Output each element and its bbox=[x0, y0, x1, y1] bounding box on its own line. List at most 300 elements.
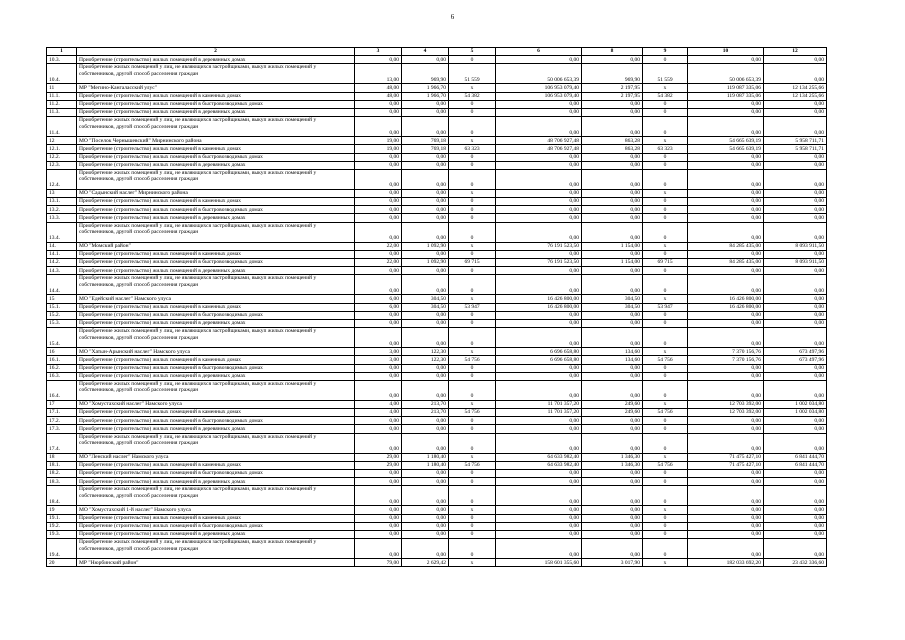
col5-cell: 0 bbox=[449, 372, 496, 380]
col4-cell: 0,00 bbox=[402, 206, 449, 214]
col3-cell: 0,00 bbox=[355, 425, 402, 433]
col6-cell: 0,00 bbox=[496, 478, 582, 486]
col10-cell: 0,00 bbox=[688, 372, 764, 380]
col3-cell: 0,00 bbox=[355, 117, 402, 137]
col8-cell: 0,00 bbox=[582, 319, 643, 327]
col3-cell: 0,00 bbox=[355, 506, 402, 514]
col12-cell: 0,00 bbox=[764, 303, 827, 311]
col10-cell: 0,00 bbox=[688, 539, 764, 559]
col10-cell: 119 087 335,06 bbox=[688, 92, 764, 100]
row-number-cell: 20 bbox=[47, 559, 77, 567]
col9-cell: 0 bbox=[643, 425, 688, 433]
col8-cell: 3 017,90 bbox=[582, 559, 643, 567]
col5-cell: x bbox=[449, 453, 496, 461]
col8-cell: 1 346,30 bbox=[582, 453, 643, 461]
col9-cell: 0 bbox=[643, 169, 688, 189]
col5-cell: x bbox=[449, 348, 496, 356]
row-number-cell: 11.4. bbox=[47, 117, 77, 137]
row-number-cell: 14. bbox=[47, 242, 77, 250]
col6-cell: 0,00 bbox=[496, 514, 582, 522]
row-name-cell: Приобретение (строительство) жилых помещений в быстровозводимых домах bbox=[77, 522, 355, 530]
col4-cell: 0,00 bbox=[402, 478, 449, 486]
col5-cell: 0 bbox=[449, 364, 496, 372]
col5-cell: 0 bbox=[449, 117, 496, 137]
col5-cell: 0 bbox=[449, 380, 496, 400]
col12-cell: 0,00 bbox=[764, 486, 827, 506]
col3-cell: 0,00 bbox=[355, 380, 402, 400]
col4-cell: 0,00 bbox=[402, 56, 449, 64]
col10-cell: 0,00 bbox=[688, 161, 764, 169]
col10-cell: 0,00 bbox=[688, 56, 764, 64]
row-number-cell: 13.1. bbox=[47, 198, 77, 206]
col6-cell: 0,00 bbox=[496, 100, 582, 108]
col4-cell: 0,00 bbox=[402, 380, 449, 400]
col9-cell: 0 bbox=[643, 275, 688, 295]
col8-cell: 2 197,95 bbox=[582, 92, 643, 100]
col9-cell: 0 bbox=[643, 380, 688, 400]
col8-cell: 0,00 bbox=[582, 539, 643, 559]
col8-cell: 304,50 bbox=[582, 295, 643, 303]
table-row bbox=[47, 267, 827, 275]
col10-cell: 0,00 bbox=[688, 206, 764, 214]
col8-cell: 0,00 bbox=[582, 108, 643, 116]
col12-cell: 0,00 bbox=[764, 311, 827, 319]
col4-cell: 0,00 bbox=[402, 169, 449, 189]
col4-cell: 0,00 bbox=[402, 267, 449, 275]
col5-cell: x bbox=[449, 84, 496, 92]
table-row bbox=[47, 137, 827, 145]
col8-cell: 249,60 bbox=[582, 409, 643, 417]
col3-cell: 0,00 bbox=[355, 319, 402, 327]
row-number-cell: 15.3. bbox=[47, 319, 77, 327]
col3-cell: 0,00 bbox=[355, 522, 402, 530]
col10-cell: 16 426 800,00 bbox=[688, 303, 764, 311]
col4-cell: 0,00 bbox=[402, 222, 449, 242]
col10-cell: 12 703 392,00 bbox=[688, 409, 764, 417]
col8-cell: 0,00 bbox=[582, 214, 643, 222]
row-name-cell: Приобретение (строительство) жилых помещений в каменных домах bbox=[77, 250, 355, 258]
col4-cell: 0,00 bbox=[402, 514, 449, 522]
table-row bbox=[47, 189, 827, 197]
col10-cell: 50 006 653,39 bbox=[688, 64, 764, 84]
col10-cell: 0,00 bbox=[688, 470, 764, 478]
col10-cell: 0,00 bbox=[688, 514, 764, 522]
col10-cell: 0,00 bbox=[688, 311, 764, 319]
row-number-cell: 12.2. bbox=[47, 153, 77, 161]
row-number-cell: 18.4. bbox=[47, 486, 77, 506]
col3-cell: 0,00 bbox=[355, 222, 402, 242]
col10-cell: 0,00 bbox=[688, 506, 764, 514]
col10-cell: 0,00 bbox=[688, 108, 764, 116]
col3-cell: 0,00 bbox=[355, 153, 402, 161]
col9-cell: x bbox=[643, 84, 688, 92]
col4-cell: 0,00 bbox=[402, 417, 449, 425]
row-name-cell: Приобретение жилых помещений у лиц, не являющихся застройщиками, выкуп жилых помещений у собственников, другой способ расселения граждан bbox=[77, 222, 355, 242]
row-name-cell: Приобретение (строительство) жилых помещений в каменных домах bbox=[77, 92, 355, 100]
col3-cell: 22,00 bbox=[355, 242, 402, 250]
col9-cell: x bbox=[643, 453, 688, 461]
col6-cell: 0,00 bbox=[496, 222, 582, 242]
col8-cell: 2 197,95 bbox=[582, 84, 643, 92]
col4-cell: 0,00 bbox=[402, 275, 449, 295]
col12-cell: 5 958 711,71 bbox=[764, 145, 827, 153]
col4-cell: 1 180,40 bbox=[402, 453, 449, 461]
col4-cell: 1 966,70 bbox=[402, 92, 449, 100]
col3-cell: 19,00 bbox=[355, 145, 402, 153]
col3-cell: 48,00 bbox=[355, 92, 402, 100]
col9-cell: 63 323 bbox=[643, 145, 688, 153]
col9-cell: 0 bbox=[643, 214, 688, 222]
row-number-cell: 12.1. bbox=[47, 145, 77, 153]
table-row bbox=[47, 522, 827, 530]
col9-cell: 0 bbox=[643, 311, 688, 319]
col9-cell: 0 bbox=[643, 478, 688, 486]
header-cell: 5 bbox=[449, 48, 496, 56]
col8-cell: 249,60 bbox=[582, 400, 643, 408]
col12-cell: 0,00 bbox=[764, 364, 827, 372]
header-cell: 10 bbox=[688, 48, 764, 56]
col3-cell: 6,00 bbox=[355, 295, 402, 303]
col10-cell: 12 703 392,00 bbox=[688, 400, 764, 408]
row-name-cell: Приобретение (строительство) жилых помещений в каменных домах bbox=[77, 514, 355, 522]
col10-cell: 0,00 bbox=[688, 169, 764, 189]
col8-cell: 0,00 bbox=[582, 222, 643, 242]
col9-cell: 53 947 bbox=[643, 303, 688, 311]
table-row bbox=[47, 198, 827, 206]
table-row bbox=[47, 92, 827, 100]
col6-cell: 0,00 bbox=[496, 470, 582, 478]
col5-cell: 0 bbox=[449, 214, 496, 222]
row-number-cell: 19.3. bbox=[47, 530, 77, 538]
col10-cell: 0,00 bbox=[688, 364, 764, 372]
col8-cell: 0,00 bbox=[582, 380, 643, 400]
table-row bbox=[47, 275, 827, 295]
row-name-cell: Приобретение (строительство) жилых помещений в деревянных домах bbox=[77, 425, 355, 433]
col5-cell: 0 bbox=[449, 311, 496, 319]
row-number-cell: 11.1. bbox=[47, 92, 77, 100]
col6-cell: 0,00 bbox=[496, 433, 582, 453]
col5-cell: 0 bbox=[449, 514, 496, 522]
col5-cell: 0 bbox=[449, 470, 496, 478]
row-name-cell: Приобретение (строительство) жилых помещений в деревянных домах bbox=[77, 108, 355, 116]
col10-cell: 0,00 bbox=[688, 250, 764, 258]
col4-cell: 0,00 bbox=[402, 117, 449, 137]
header-cell: 1 bbox=[47, 48, 77, 56]
table-row bbox=[47, 530, 827, 538]
col10-cell: 7 370 156,76 bbox=[688, 356, 764, 364]
col12-cell: 0,00 bbox=[764, 108, 827, 116]
col4-cell: 0,00 bbox=[402, 153, 449, 161]
col12-cell: 8 093 911,50 bbox=[764, 259, 827, 267]
col4-cell: 213,70 bbox=[402, 409, 449, 417]
col5-cell: 0 bbox=[449, 539, 496, 559]
col4-cell: 0,00 bbox=[402, 328, 449, 348]
table-row bbox=[47, 372, 827, 380]
row-number-cell: 11 bbox=[47, 84, 77, 92]
col8-cell: 0,00 bbox=[582, 198, 643, 206]
row-number-cell: 17.1. bbox=[47, 409, 77, 417]
col12-cell: 0,00 bbox=[764, 522, 827, 530]
col8-cell: 304,50 bbox=[582, 303, 643, 311]
header-cell: 3 bbox=[355, 48, 402, 56]
col6-cell: 0,00 bbox=[496, 506, 582, 514]
col3-cell: 6,00 bbox=[355, 303, 402, 311]
row-name-cell: МО "Хомустахский 1-й наслег" Намского улуса bbox=[77, 506, 355, 514]
col6-cell: 0,00 bbox=[496, 425, 582, 433]
col4-cell: 304,50 bbox=[402, 295, 449, 303]
col5-cell: 0 bbox=[449, 267, 496, 275]
col10-cell: 0,00 bbox=[688, 380, 764, 400]
row-number-cell: 14.2. bbox=[47, 259, 77, 267]
col6-cell: 0,00 bbox=[496, 56, 582, 64]
col3-cell: 0,00 bbox=[355, 478, 402, 486]
col4-cell: 2 629,42 bbox=[402, 559, 449, 567]
row-name-cell: Приобретение (строительство) жилых помещений в деревянных домах bbox=[77, 319, 355, 327]
col12-cell: 0,00 bbox=[764, 198, 827, 206]
col9-cell: 0 bbox=[643, 267, 688, 275]
col12-cell: 0,00 bbox=[764, 161, 827, 169]
col5-cell: 63 323 bbox=[449, 145, 496, 153]
col12-cell: 0,00 bbox=[764, 275, 827, 295]
col10-cell: 119 087 335,06 bbox=[688, 84, 764, 92]
col10-cell: 0,00 bbox=[688, 222, 764, 242]
col3-cell: 48,00 bbox=[355, 84, 402, 92]
row-number-cell: 13.3. bbox=[47, 214, 77, 222]
col3-cell: 3,00 bbox=[355, 348, 402, 356]
row-number-cell: 10.4. bbox=[47, 64, 77, 84]
col5-cell: 0 bbox=[449, 486, 496, 506]
col3-cell: 0,00 bbox=[355, 198, 402, 206]
col6-cell: 0,00 bbox=[496, 117, 582, 137]
col3-cell: 0,00 bbox=[355, 417, 402, 425]
col10-cell: 54 665 639,19 bbox=[688, 137, 764, 145]
col8-cell: 134,60 bbox=[582, 348, 643, 356]
col10-cell: 0,00 bbox=[688, 319, 764, 327]
col8-cell: 1 154,00 bbox=[582, 242, 643, 250]
col3-cell: 0,00 bbox=[355, 267, 402, 275]
col4-cell: 0,00 bbox=[402, 522, 449, 530]
table-row bbox=[47, 206, 827, 214]
col8-cell: 0,00 bbox=[582, 169, 643, 189]
col10-cell: 71 475 427,10 bbox=[688, 461, 764, 469]
col12-cell: 0,00 bbox=[764, 372, 827, 380]
col8-cell: 0,00 bbox=[582, 425, 643, 433]
col4-cell: 0,00 bbox=[402, 539, 449, 559]
row-name-cell: Приобретение (строительство) жилых помещений в быстровозводимых домах bbox=[77, 259, 355, 267]
table-row bbox=[47, 461, 827, 469]
col3-cell: 0,00 bbox=[355, 108, 402, 116]
table-row bbox=[47, 356, 827, 364]
col6-cell: 0,00 bbox=[496, 417, 582, 425]
col8-cell: 0,00 bbox=[582, 250, 643, 258]
col12-cell: 0,00 bbox=[764, 478, 827, 486]
col5-cell: 0 bbox=[449, 108, 496, 116]
col9-cell: x bbox=[643, 559, 688, 567]
header-cell: 9 bbox=[643, 48, 688, 56]
col12-cell: 0,00 bbox=[764, 417, 827, 425]
row-number-cell: 11.3. bbox=[47, 108, 77, 116]
row-name-cell: Приобретение (строительство) жилых помещений в каменных домах bbox=[77, 461, 355, 469]
col9-cell: x bbox=[643, 242, 688, 250]
col4-cell: 0,00 bbox=[402, 100, 449, 108]
table-row bbox=[47, 559, 827, 567]
col10-cell: 54 665 639,19 bbox=[688, 145, 764, 153]
col12-cell: 0,00 bbox=[764, 328, 827, 348]
col4-cell: 0,00 bbox=[402, 319, 449, 327]
row-name-cell: Приобретение (строительство) жилых помещений в быстровозводимых домах bbox=[77, 206, 355, 214]
col8-cell: 1 346,30 bbox=[582, 461, 643, 469]
col6-cell: 48 706 927,48 bbox=[496, 137, 582, 145]
col5-cell: 0 bbox=[449, 433, 496, 453]
col4-cell: 122,30 bbox=[402, 356, 449, 364]
col12-cell: 8 093 911,50 bbox=[764, 242, 827, 250]
row-name-cell: Приобретение (строительство) жилых помещений в деревянных домах bbox=[77, 267, 355, 275]
row-name-cell: Приобретение (строительство) жилых помещений в каменных домах bbox=[77, 409, 355, 417]
table-row bbox=[47, 319, 827, 327]
col6-cell: 0,00 bbox=[496, 108, 582, 116]
col8-cell: 0,00 bbox=[582, 478, 643, 486]
col6-cell: 0,00 bbox=[496, 214, 582, 222]
row-number-cell: 13.4. bbox=[47, 222, 77, 242]
col3-cell: 0,00 bbox=[355, 250, 402, 258]
col4-cell: 769,18 bbox=[402, 145, 449, 153]
col9-cell: 0 bbox=[643, 417, 688, 425]
col8-cell: 0,00 bbox=[582, 275, 643, 295]
col3-cell: 0,00 bbox=[355, 311, 402, 319]
col12-cell: 0,00 bbox=[764, 206, 827, 214]
col9-cell: 0 bbox=[643, 539, 688, 559]
col3-cell: 29,00 bbox=[355, 461, 402, 469]
table-row bbox=[47, 453, 827, 461]
row-name-cell: Приобретение (строительство) жилых помещений в каменных домах bbox=[77, 303, 355, 311]
col8-cell: 0,00 bbox=[582, 56, 643, 64]
col3-cell: 19,00 bbox=[355, 137, 402, 145]
col9-cell: 54 756 bbox=[643, 356, 688, 364]
row-name-cell: Приобретение (строительство) жилых помещений в деревянных домах bbox=[77, 530, 355, 538]
col8-cell: 0,00 bbox=[582, 506, 643, 514]
col9-cell: 0 bbox=[643, 372, 688, 380]
col3-cell: 0,00 bbox=[355, 372, 402, 380]
col4-cell: 1 966,70 bbox=[402, 84, 449, 92]
row-name-cell: Приобретение жилых помещений у лиц, не являющихся застройщиками, выкуп жилых помещений у собственников, другой способ расселения граждан bbox=[77, 169, 355, 189]
col5-cell: 0 bbox=[449, 250, 496, 258]
col10-cell: 0,00 bbox=[688, 486, 764, 506]
col6-cell: 64 633 982,40 bbox=[496, 453, 582, 461]
col5-cell: 0 bbox=[449, 56, 496, 64]
col5-cell: 54 756 bbox=[449, 356, 496, 364]
col10-cell: 0,00 bbox=[688, 433, 764, 453]
col6-cell: 0,00 bbox=[496, 311, 582, 319]
col12-cell: 0,00 bbox=[764, 433, 827, 453]
col8-cell: 0,00 bbox=[582, 514, 643, 522]
col12-cell: 0,00 bbox=[764, 153, 827, 161]
col8-cell: 0,00 bbox=[582, 189, 643, 197]
col3-cell: 22,00 bbox=[355, 259, 402, 267]
col12-cell: 0,00 bbox=[764, 64, 827, 84]
table-row bbox=[47, 400, 827, 408]
col9-cell: 0 bbox=[643, 470, 688, 478]
col12-cell: 0,00 bbox=[764, 539, 827, 559]
col5-cell: x bbox=[449, 242, 496, 250]
col6-cell: 0,00 bbox=[496, 486, 582, 506]
col6-cell: 0,00 bbox=[496, 522, 582, 530]
row-name-cell: Приобретение (строительство) жилых помещений в быстровозводимых домах bbox=[77, 153, 355, 161]
col3-cell: 0,00 bbox=[355, 514, 402, 522]
col10-cell: 16 426 800,00 bbox=[688, 295, 764, 303]
col10-cell: 0,00 bbox=[688, 153, 764, 161]
row-number-cell: 18 bbox=[47, 453, 77, 461]
col6-cell: 106 953 079,40 bbox=[496, 92, 582, 100]
col4-cell: 1 092,90 bbox=[402, 242, 449, 250]
col12-cell: 0,00 bbox=[764, 100, 827, 108]
table-row bbox=[47, 364, 827, 372]
row-name-cell: МО "Едейский наслег" Намского улуса bbox=[77, 295, 355, 303]
col5-cell: 0 bbox=[449, 425, 496, 433]
col9-cell: 0 bbox=[643, 153, 688, 161]
col4-cell: 0,00 bbox=[402, 470, 449, 478]
row-name-cell: Приобретение жилых помещений у лиц, не являющихся застройщиками, выкуп жилых помещений у собственников, другой способ расселения граждан bbox=[77, 64, 355, 84]
col6-cell: 64 633 982,40 bbox=[496, 461, 582, 469]
col9-cell: x bbox=[643, 506, 688, 514]
col3-cell: 0,00 bbox=[355, 433, 402, 453]
col9-cell: x bbox=[643, 295, 688, 303]
col8-cell: 0,00 bbox=[582, 372, 643, 380]
col6-cell: 0,00 bbox=[496, 380, 582, 400]
col5-cell: 51 559 bbox=[449, 64, 496, 84]
col3-cell: 0,00 bbox=[355, 206, 402, 214]
col10-cell: 84 285 435,00 bbox=[688, 242, 764, 250]
col10-cell: 0,00 bbox=[688, 478, 764, 486]
row-number-cell: 13 bbox=[47, 189, 77, 197]
col12-cell: 0,00 bbox=[764, 514, 827, 522]
col5-cell: 0 bbox=[449, 417, 496, 425]
col9-cell: 0 bbox=[643, 530, 688, 538]
col8-cell: 0,00 bbox=[582, 117, 643, 137]
col5-cell: 54 756 bbox=[449, 461, 496, 469]
col9-cell: 0 bbox=[643, 222, 688, 242]
col6-cell: 0,00 bbox=[496, 372, 582, 380]
col10-cell: 0,00 bbox=[688, 198, 764, 206]
col12-cell: 0,00 bbox=[764, 214, 827, 222]
row-name-cell: Приобретение жилых помещений у лиц, не являющихся застройщиками, выкуп жилых помещений у собственников, другой способ расселения граждан bbox=[77, 275, 355, 295]
col10-cell: 0,00 bbox=[688, 100, 764, 108]
col5-cell: 54 756 bbox=[449, 409, 496, 417]
table-row bbox=[47, 348, 827, 356]
col5-cell: 0 bbox=[449, 161, 496, 169]
col8-cell: 863,28 bbox=[582, 145, 643, 153]
col4-cell: 0,00 bbox=[402, 486, 449, 506]
col8-cell: 0,00 bbox=[582, 153, 643, 161]
row-name-cell: Приобретение жилых помещений у лиц, не являющихся застройщиками, выкуп жилых помещений у собственников, другой способ расселения граждан bbox=[77, 539, 355, 559]
register-table bbox=[46, 47, 827, 567]
table-row bbox=[47, 108, 827, 116]
col5-cell: 0 bbox=[449, 169, 496, 189]
row-number-cell: 14.1. bbox=[47, 250, 77, 258]
table-row bbox=[47, 486, 827, 506]
col8-cell: 0,00 bbox=[582, 100, 643, 108]
col6-cell: 16 426 800,00 bbox=[496, 295, 582, 303]
header-cell: 8 bbox=[582, 48, 643, 56]
row-number-cell: 16.3. bbox=[47, 372, 77, 380]
col8-cell: 0,00 bbox=[582, 206, 643, 214]
col6-cell: 0,00 bbox=[496, 250, 582, 258]
col12-cell: 0,00 bbox=[764, 267, 827, 275]
col6-cell: 0,00 bbox=[496, 275, 582, 295]
table-row bbox=[47, 259, 827, 267]
col3-cell: 0,00 bbox=[355, 364, 402, 372]
col6-cell: 158 601 355,60 bbox=[496, 559, 582, 567]
col6-cell: 0,00 bbox=[496, 153, 582, 161]
